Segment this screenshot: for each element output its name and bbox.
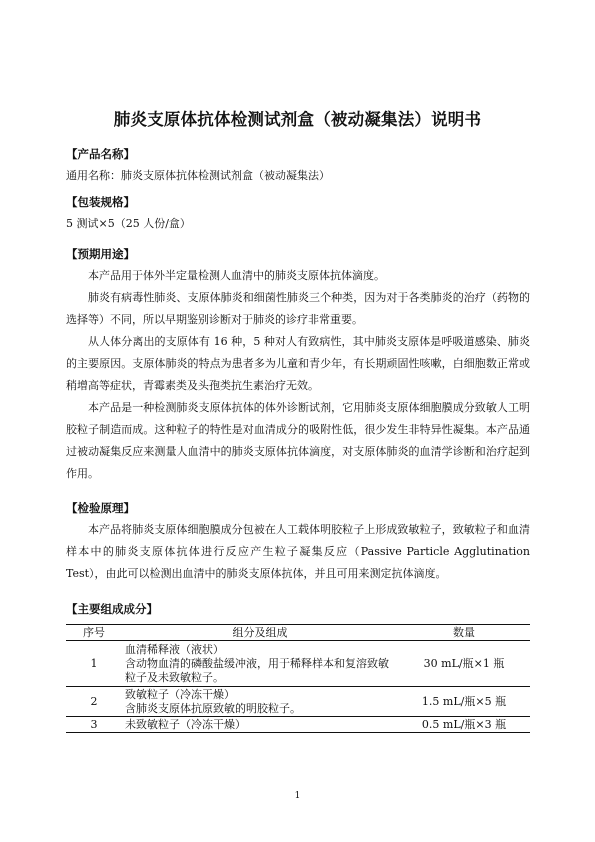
paragraph: 从人体分离出的支原体有 16 种，5 种对人有致病性，其中肺炎支原体是呼吸道感染、肺炎的主要原因。支原体肺炎的特点为患者多为儿童和青少年，有长期顽固性咳嗽，白细胞数正常或稍增高等症状，青霉素类及头孢类抗生素治疗无效。 — [66, 335, 530, 392]
table-row — [66, 641, 530, 687]
section-principle — [66, 500, 530, 585]
product-name-text: 通用名称：肺炎支原体抗体检测试剂盒（被动凝集法） — [66, 169, 330, 182]
section-heading: 【包装规格】 — [66, 195, 135, 209]
column-header: 序号 — [66, 625, 122, 641]
paragraph: 肺炎有病毒性肺炎、支原体肺炎和细菌性肺炎三个种类，因为对于各类肺炎的治疗（药物的选择等）不同，所以早期鉴别诊断对于肺炎的诊疗非常重要。 — [66, 291, 530, 326]
section-intended-use — [66, 246, 530, 485]
paragraph: 本产品将肺炎支原体细胞膜成分包被在人工载体明胶粒子上形成致敏粒子，致敏粒子和血清样本中的肺炎支原体抗体进行反应产生粒子凝集反应（Passive Particle Agglutination Test），由此可以检测出血清中的肺炎支原体抗体，并且可用来测定抗体滴度。 — [66, 523, 530, 580]
component-cell — [122, 641, 398, 687]
component-cell — [122, 687, 398, 717]
column-header: 组分及组成 — [122, 625, 398, 641]
component-cell — [122, 717, 398, 733]
paragraph: 本产品是一种检测肺炎支原体抗体的体外诊断试剂，它用肺炎支原体细胞膜成分致敏人工明胶粒子制造而成。这种粒子的特性是对血清成分的吸附性低，很少发生非特异性凝集。本产品通过被动凝集反应来测量人血清中的肺炎支原体抗体滴度，对支原体肺炎的血清学诊断和治疗起到作用。 — [66, 401, 530, 480]
paragraph: 本产品用于体外半定量检测人血清中的肺炎支原体抗体滴度。 — [88, 269, 385, 282]
section-heading: 【预期用途】 — [66, 247, 135, 261]
row-number: 1 — [66, 641, 122, 687]
quantity-cell: 0.5 mL/瓶×3 瓶 — [398, 717, 530, 733]
document-title: 肺炎支原体抗体检测试剂盒（被动凝集法）说明书 — [113, 110, 482, 129]
quantity-cell: 1.5 mL/瓶×5 瓶 — [398, 687, 530, 717]
section-heading: 【产品名称】 — [66, 147, 135, 161]
section-heading: 【检验原理】 — [66, 501, 135, 515]
section-heading: 【主要组成成分】 — [66, 602, 158, 616]
packaging-text: 5 测试×5（25 人份/盒） — [66, 217, 191, 230]
component-description: 含动物血清的磷酸盐缓冲液，用于稀释样本和复溶致敏粒子及未致敏粒子。 — [125, 656, 389, 684]
row-number: 2 — [66, 687, 122, 717]
table-row — [66, 687, 530, 717]
component-description: 含肺炎支原体抗原致敏的明胶粒子。 — [125, 701, 301, 715]
row-number: 3 — [66, 717, 122, 733]
page-number: 1 — [294, 791, 301, 801]
components-table — [66, 624, 530, 733]
table-row — [66, 717, 530, 733]
component-name: 血清稀释液（液状） — [125, 642, 224, 656]
section-components — [66, 601, 530, 617]
section-product-name — [66, 146, 530, 184]
table-header-row — [66, 625, 530, 641]
section-packaging — [66, 194, 530, 232]
component-name: 未致敏粒子（冷冻干燥） — [125, 717, 246, 731]
column-header: 数量 — [398, 625, 530, 641]
quantity-cell: 30 mL/瓶×1 瓶 — [398, 641, 530, 687]
component-name: 致敏粒子（冷冻干燥） — [125, 687, 235, 701]
